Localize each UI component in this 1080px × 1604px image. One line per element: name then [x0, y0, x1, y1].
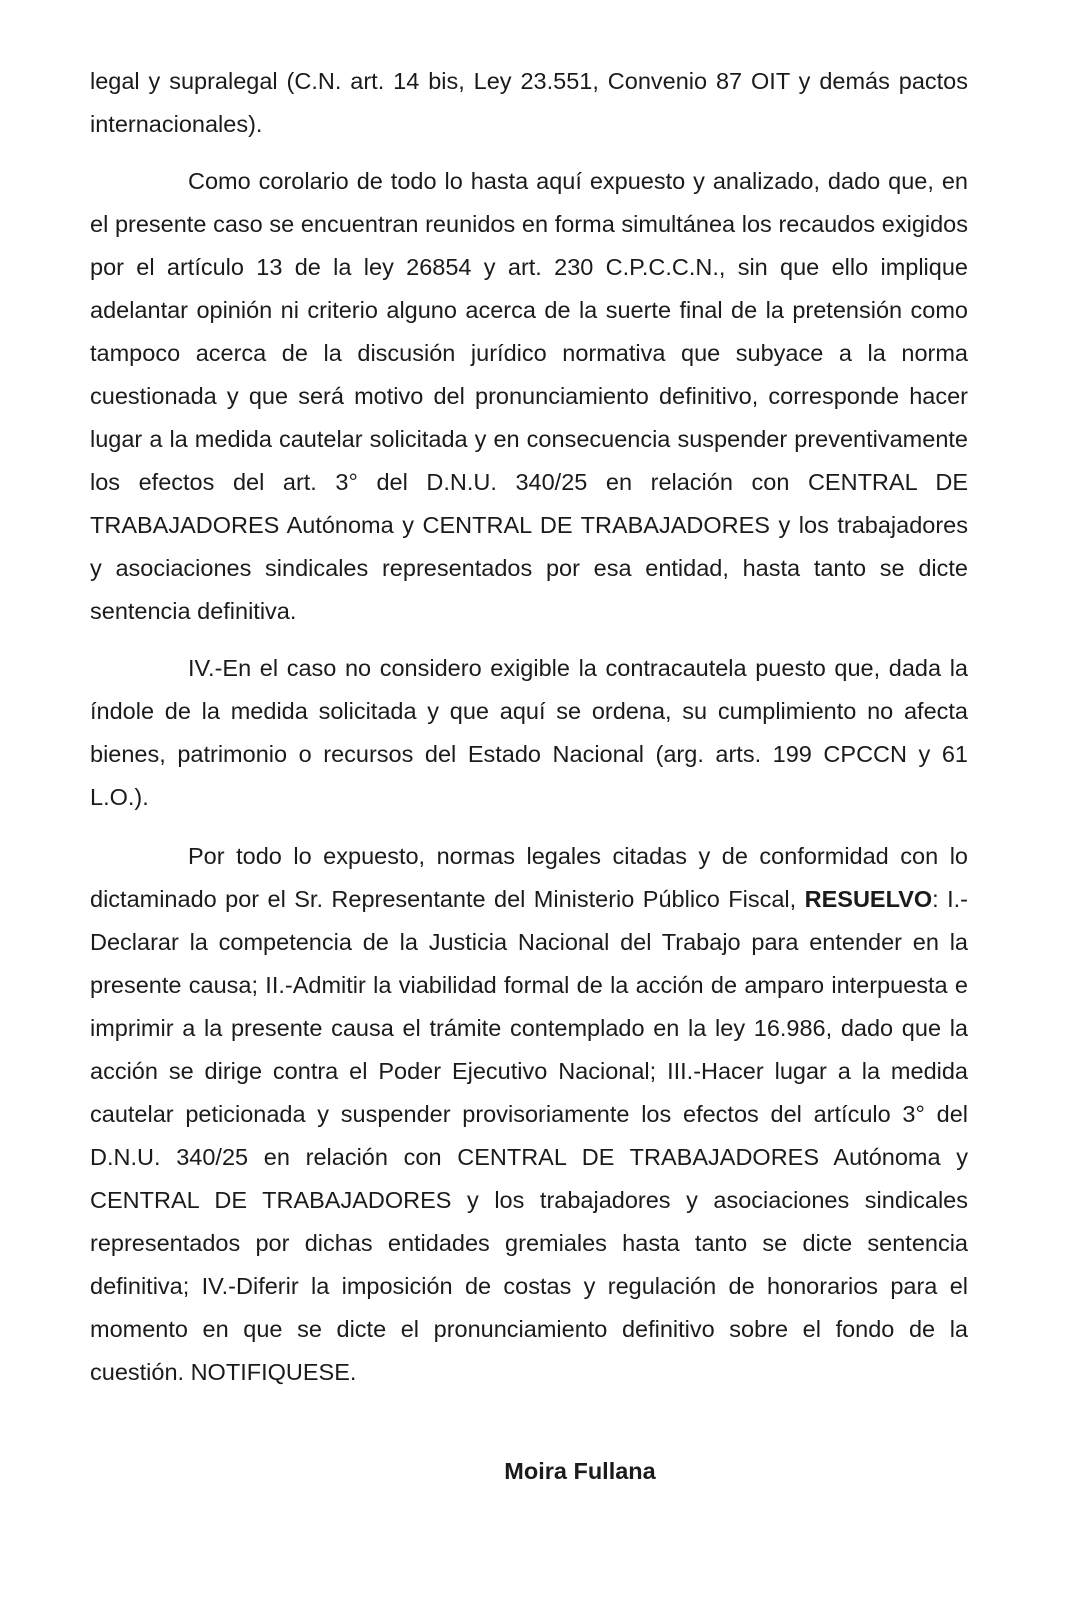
- document-body: [90, 60, 968, 1394]
- resolution-intro: Por todo lo expuesto, normas legales citadas y de conformidad con lo dictaminado por el Sr. Representante del Ministerio Público Fiscal,: [90, 843, 968, 912]
- resolution-keyword: RESUELVO: [804, 886, 933, 912]
- signature-name: Moira Fullana: [504, 1458, 656, 1484]
- paragraph-corolario: Como corolario de todo lo hasta aquí expuesto y analizado, dado que, en el presente caso se encuentran reunidos en forma simultánea los recaudos exigidos por el artículo 13 de la ley 26854 y art. 230 C.P.C.C.N., sin que ello implique adelantar opinión ni criterio alguno acerca de la suerte final de la pretensión como tampoco acerca de la discusión jurídico normativa que subyace a la norma cuestionada y que será motivo del pronunciamiento definitivo, corresponde hacer lugar a la medida cautelar solicitada y en consecuencia suspender preventivamente los efectos del art. 3° del D.N.U. 340/25 en relación con CENTRAL DE TRABAJADORES Autónoma y CENTRAL DE TRABAJADORES y los trabajadores y asociaciones sindicales representados por esa entidad, hasta tanto se dicte sentencia definitiva.: [90, 168, 968, 624]
- paragraph-resolution: [90, 835, 968, 1394]
- resolution-text: : I.- Declarar la competencia de la Justicia Nacional del Trabajo para entender en la presente causa; II.-Admitir la viabilidad formal de la acción de amparo interpuesta e imprimir a la presente causa el trámite contemplado en la ley 16.986, dado que la acción se dirige contra el Poder Ejecutivo Nacional; III.-Hacer lugar a la medida cautelar peticionada y suspender provisoriamente los efectos del artículo 3° del D.N.U. 340/25 en relación con CENTRAL DE TRABAJADORES Autónoma y CENTRAL DE TRABAJADORES y los trabajadores y asociaciones sindicales representados por dichas entidades gremiales hasta tanto se dicte sentencia definitiva; IV.-Diferir la imposición de costas y regulación de honorarios para el momento en que se dicte el pronunciamiento definitivo sobre el fondo de la cuestión. NOTIFIQUESE.: [90, 886, 968, 1385]
- paragraph-contracautela: IV.-En el caso no considero exigible la contracautela puesto que, dada la índole de la medida solicitada y que aquí se ordena, su cumplimiento no afecta bienes, patrimonio o recursos del Estado Nacional (arg. arts. 199 CPCCN y 61 L.O.).: [90, 655, 968, 810]
- paragraph-continuation: legal y supralegal (C.N. art. 14 bis, Ley 23.551, Convenio 87 OIT y demás pactos internacionales).: [90, 68, 968, 137]
